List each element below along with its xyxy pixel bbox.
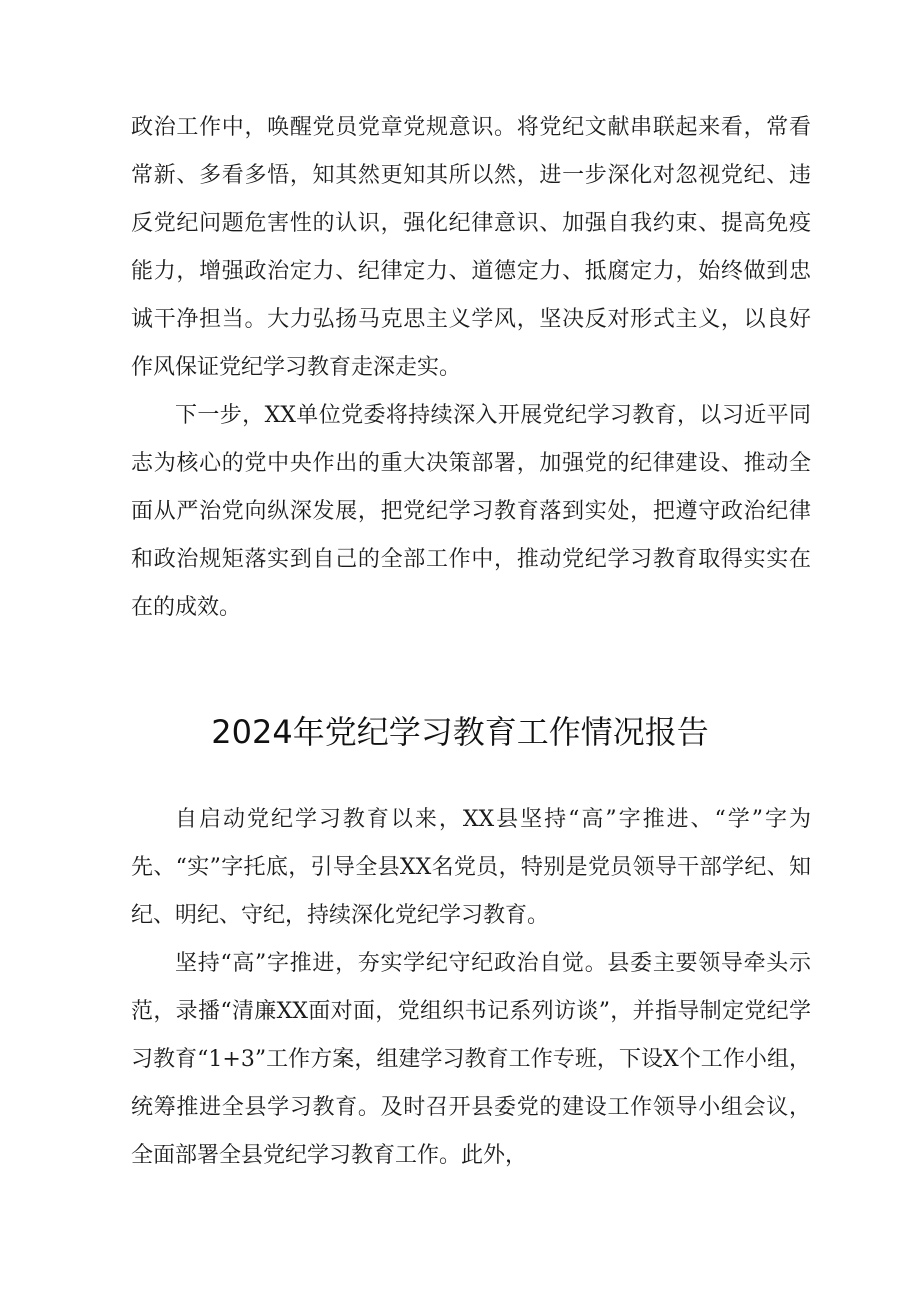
section-one-body xyxy=(131,104,811,632)
paragraph-intro: 自启动党纪学习教育以来，XX县坚持“高”字推进、“学”字为先、“实”字托底，引导全县XX名党员，特别是党员领导干部学纪、知纪、明纪、守纪，持续深化党纪学习教育。 xyxy=(131,807,811,928)
paragraph-next-step: 下一步，XX单位党委将持续深入开展党纪学习教育，以习近平同志为核心的党中央作出的重大决策部署，加强党的纪律建设、推动全面从严治党向纵深发展，把党纪学习教育落到实处，把遵守政治纪律和政治规矩落实到自己的全部工作中，推动党纪学习教育取得实实在在的成效。 xyxy=(131,403,811,620)
report-title: 2024年党纪学习教育工作情况报告 xyxy=(211,713,709,751)
report-body xyxy=(131,796,811,1180)
paragraph-continuation: 政治工作中，唤醒党员党章党规意识。将党纪文献串联起来看，常看常新、多看多悟，知其然更知其所以然，进一步深化对忽视党纪、违反党纪问题危害性的认识，强化纪律意识、加强自我约束、提高免疫能力，增强政治定力、纪律定力、道德定力、抵腐定力，始终做到忠诚干净担当。大力弘扬马克思主义学风，坚决反对形式主义，以良好作风保证党纪学习教育走深走实。 xyxy=(131,115,811,380)
paragraph-high-standard: 坚持“高”字推进，夯实学纪守纪政治自觉。县委主要领导牵头示范，录播“清廉XX面对面，党组织书记系列访谈”，并指导制定党纪学习教育“1+3”工作方案，组建学习教育工作专班，下设X个工作小组，统筹推进全县学习教育。及时召开县委党的建设工作领导小组会议，全面部署全县党纪学习教育工作。此外， xyxy=(131,951,811,1168)
